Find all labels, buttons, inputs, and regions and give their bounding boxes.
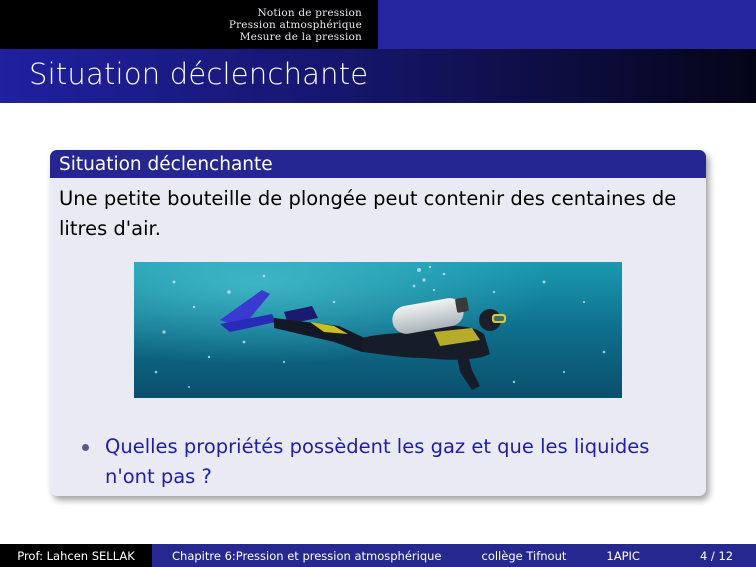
footer-class: 1APIC [606, 548, 640, 563]
frame-title-bar [0, 49, 756, 103]
content-block [50, 150, 706, 496]
footer-info [152, 544, 756, 567]
footer-author: Prof: Lahcen SELLAK [0, 544, 152, 567]
bullet-icon [82, 444, 89, 451]
section-list [0, 0, 378, 49]
footer-chapter: Chapitre 6:Pression et pression atmosphérique [172, 548, 442, 563]
nav-item-notion-de-pression[interactable]: Notion de pression [257, 6, 362, 19]
block-text: Une petite bouteille de plongée peut contenir des centaines de litres d'air. [59, 187, 677, 240]
nav-item-mesure-de-la-pression[interactable]: Mesure de la pression [239, 30, 362, 43]
page-number: 4 / 12 [699, 548, 734, 563]
section-navigation [0, 0, 756, 49]
block-title: Situation déclenchante [50, 150, 706, 178]
bullet-text: Quelles propriétés possèdent les gaz et que les liquides n'ont pas ? [105, 435, 650, 488]
footer-school: collège Tifnout [481, 548, 567, 563]
footer-bar [0, 544, 756, 567]
scuba-diver-photo [134, 262, 622, 398]
subsection-area [378, 0, 756, 49]
list-item [82, 432, 682, 492]
frame-title: Situation déclenchante [29, 57, 369, 91]
nav-item-pression-atmospherique[interactable]: Pression atmosphérique [228, 18, 362, 31]
